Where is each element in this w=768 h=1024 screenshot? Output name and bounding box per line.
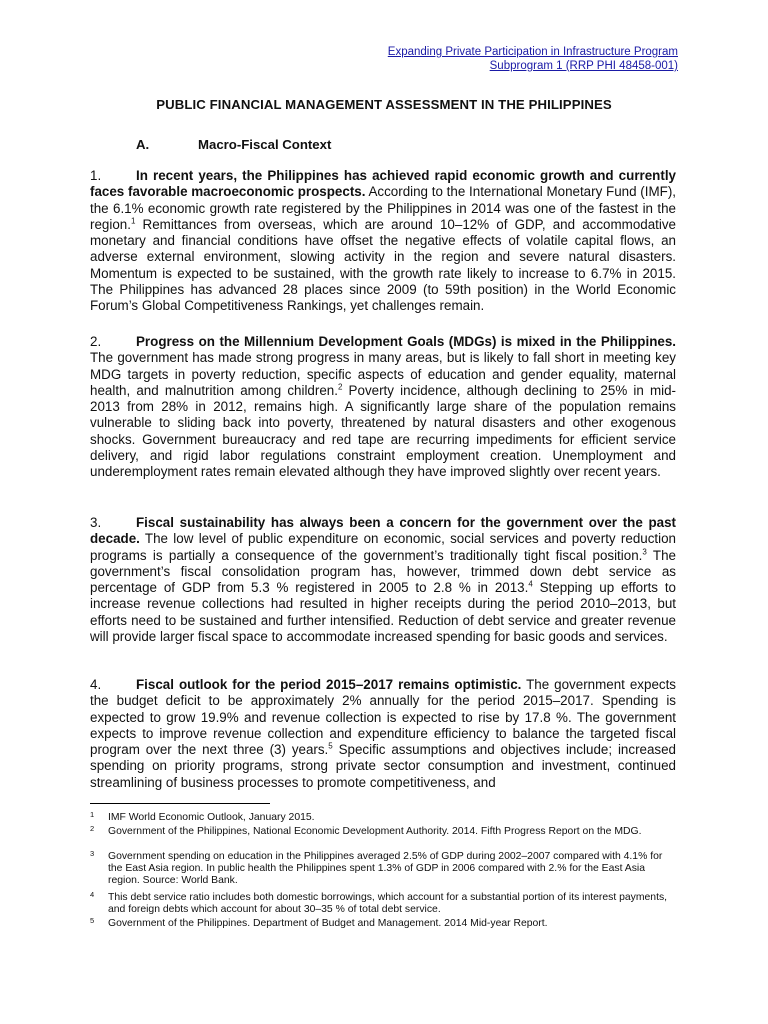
paragraph-text: The low level of public expenditure on economic, social services and poverty reduction programs is partially a consequence of the government’s traditionally tight fiscal position. [90,531,676,563]
footnote-ref[interactable]: 4 [528,579,533,589]
paragraph-lead: In recent years, the Philippines has achieved rapid economic growth and currently faces favorable macroeconomic prospects. [90,168,676,200]
paragraph-lead: Fiscal outlook for the period 2015–2017 remains optimistic. [136,677,522,692]
footnote-text: Government of the Philippines. Department of Budget and Management. 2014 Mid-year Report. [108,918,548,929]
footnote-ref[interactable]: 3 [642,547,647,557]
footnote-1 [90,812,678,824]
footnote-ref[interactable]: 1 [130,216,136,226]
footnote-mark: 3 [90,849,95,858]
paragraph-text: The government expects the budget deficit to be approximately 2% annually for the period 2015–2017. Spending is expected to grow 19.9% and revenue collection is expected to rise by 17.8 %. The government expects to improve revenue collection and expenditure efficiency to balance the targeted fiscal program over the next three (3) years. [90,677,677,758]
footnote-mark: 1 [90,810,95,819]
subprogram-link[interactable]: Subprogram 1 (RRP PHI 48458-001) [489,60,678,72]
footnote-3 [90,851,678,888]
paragraph-text: Stepping up efforts to increase revenue collections had resulted in higher receipts during the period 2010–2013, but efforts need to be sustained and further intensified. Reduction of debt service and greater revenue will provide larger fiscal space to accommodate increased spending for basic goods and services. [90,580,676,645]
paragraph-text: According to the International Monetary Fund (IMF), the 6.1% economic growth rate registered by the Philippines in 2014 was one of the fastest in the region. [90,184,676,232]
footnote-divider [90,803,270,804]
paragraph-number: 3. [90,515,102,530]
paragraph-lead: Progress on the Millennium Development Goals (MDGs) is mixed in the Philippines. [136,334,676,349]
footnote-text: IMF World Economic Outlook, January 2015. [108,812,315,823]
paragraph-1 [90,168,676,315]
paragraph-4 [90,677,676,791]
paragraph-number: 2. [90,334,102,349]
section-heading [136,137,331,152]
paragraph-text: Remittances from overseas, which are around 10–12% of GDP, and accommodative monetary and financial conditions have offset the negative effects of volatile capital flows, an adverse external environment, slowing activity in the region and severe natural disasters. Momentum is expected to be sustained, with the growth rate likely to increase to 6.7% in 2015. The Philippines has advanced 28 places since 2009 (to 59th position) in the World Economic Forum’s Global Competitiveness Rankings, yet challenges remain. [90,216,676,314]
footnote-mark: 5 [90,916,95,925]
document-header [388,45,678,73]
paragraph-number: 1. [90,168,102,183]
footnote-text: Government of the Philippines, National Economic Development Authority. 2014. Fifth Progress Report on the MDG. [108,826,642,837]
footnote-ref[interactable]: 5 [328,741,333,751]
page-title: PUBLIC FINANCIAL MANAGEMENT ASSESSMENT IN THE PHILIPPINES [156,97,612,112]
footnote-mark: 4 [90,890,95,899]
paragraph-2 [90,334,676,481]
section-label: A. [136,137,150,152]
footnote-text: This debt service ratio includes both domestic borrowings, which account for a substantial portion of its interest payments, and foreign debts which account for about 30–35 % of total debt service. [108,892,668,916]
footnote-text: Government spending on education in the Philippines averaged 2.5% of GDP during 2002–2007 compared with 4.1% for the East Asia region. In public health the Philippines spent 1.3% of GDP in 2006 compared with 2.% for the East Asia region. Source: World Bank. [108,851,663,887]
footnote-ref[interactable]: 2 [337,382,343,392]
footnote-5 [90,918,678,930]
paragraph-text: Poverty incidence, although declining to 25% in mid-2013 from 28% in 2012, remains high. A significantly large share of the population remains vulnerable to sliding back into poverty, threatened by natural disasters and other exogenous shocks. Government bureaucracy and red tape are recurring impediments for efficient service delivery, and rigid labor regulations constraint employment creation. Unemployment and underemployment rates remain elevated although they have improved slightly over recent years. [90,382,677,480]
paragraph-lead: Fiscal sustainability has always been a concern for the government over the past decade. [90,515,676,547]
paragraph-text: Specific assumptions and objectives include; increased spending on priority programs, strong private sector consumption and investment, continued streamlining of business processes to promote competitiveness, and [90,742,677,790]
paragraph-text: The government’s fiscal consolidation program has, however, trimmed down debt service as percentage of GDP from 5.3 % registered in 2005 to 2.8 % in 2013. [90,547,676,596]
footnote-4 [90,892,678,916]
footnote-2 [90,826,678,838]
footnote-mark: 2 [90,824,95,833]
paragraph-number: 4. [90,677,102,692]
section-title: Macro-Fiscal Context [198,137,332,152]
paragraph-text: The government has made strong progress in many areas, but is likely to fall short in meeting key MDG targets in poverty reduction, specific aspects of education and gender equality, maternal health, and malnutrition among children. [90,350,676,398]
paragraph-3 [90,515,676,645]
program-link[interactable]: Expanding Private Participation in Infrastructure Program [387,46,678,58]
